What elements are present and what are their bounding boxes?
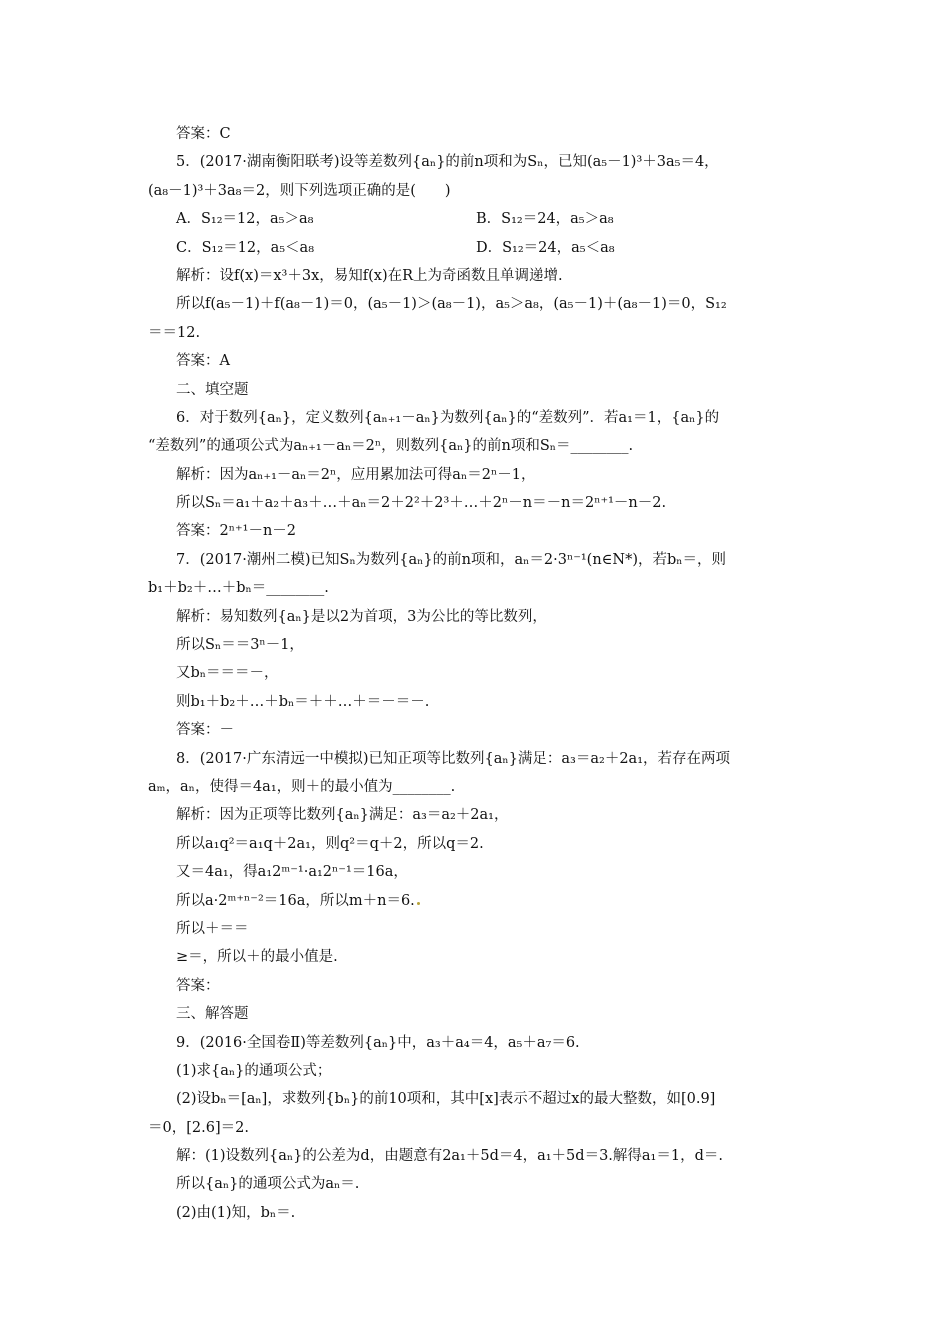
q7-stem-line-1: 7．(2017·潮州二模)已知Sₙ为数列{aₙ}的前n项和，aₙ＝2·3ⁿ⁻¹(n∈N*)，若bₙ＝，则 <box>176 551 727 568</box>
q9-part-2-line-1: (2)设bₙ＝[aₙ]，求数列{bₙ}的前10项和，其中[x]表示不超过x的最大整数，如[0.9] <box>176 1091 716 1108</box>
q7-solution-line-3: 又bₙ＝＝＝－， <box>176 665 279 682</box>
q6-answer: 答案：2ⁿ⁺¹－n－2 <box>176 523 297 540</box>
q9-stem-line-1: 9．(2016·全国卷Ⅱ)等差数列{aₙ}中，a₃＋a₄＝4，a₅＋a₇＝6. <box>176 1034 580 1051</box>
q8-solution-line-5: 所以＋＝＝ <box>176 920 249 937</box>
q8-stem-line-1: 8．(2017·广东清远一中模拟)已知正项等比数列{aₙ}满足：a₃＝a₂＋2a₁，若存在两项 <box>176 750 731 767</box>
q7-answer: 答案：－ <box>176 722 234 739</box>
q7-solution-line-4: 则b₁＋b₂＋…＋bₙ＝＋＋…＋＝－＝－. <box>176 693 430 710</box>
q7-solution-line-1: 解析：易知数列{aₙ}是以2为首项，3为公比的等比数列， <box>176 608 547 625</box>
q5-option-c: C．S₁₂＝12，a₅＜a₈ <box>176 239 315 256</box>
q8-answer: 答案： <box>176 977 220 994</box>
q6-solution-line-1: 解析：因为aₙ₊₁－aₙ＝2ⁿ，应用累加法可得aₙ＝2ⁿ－1， <box>176 466 536 483</box>
q5-answer: 答案：A <box>176 353 230 370</box>
q6-stem-line-2: “差数列”的通项公式为aₙ₊₁－aₙ＝2ⁿ，则数列{aₙ}的前n项和Sₙ＝________. <box>148 438 634 455</box>
page-content <box>148 120 808 1227</box>
q7-solution-line-2: 所以Sₙ＝＝3ⁿ－1， <box>176 637 304 654</box>
q9-part-2-line-2: ＝0，[2.6]＝2. <box>148 1119 249 1136</box>
q9-solution-line-1: 解：(1)设数列{aₙ}的公差为d，由题意有2a₁＋5d＝4，a₁＋5d＝3.解得a₁＝1，d＝. <box>176 1148 723 1165</box>
answer-4: 答案：C <box>176 126 231 142</box>
q5-stem-line-1: 5．(2017·湖南衡阳联考)设等差数列{aₙ}的前n项和为Sₙ，已知(a₅－1)³＋3a₅＝4， <box>176 154 719 171</box>
q5-option-b: B．S₁₂＝24，a₅＞a₈ <box>476 211 614 228</box>
q5-options-row-1 <box>148 205 808 233</box>
q6-solution-line-2: 所以Sₙ＝a₁＋a₂＋a₃＋…＋aₙ＝2＋2²＋2³＋…＋2ⁿ－n＝－n＝2ⁿ⁺¹－n－2. <box>176 495 667 512</box>
q9-solution-line-2: 所以{aₙ}的通项公式为aₙ＝. <box>176 1176 360 1193</box>
q9-solution-line-3: (2)由(1)知，bₙ＝. <box>176 1204 296 1221</box>
q5-solution-line-3: ＝＝12. <box>148 324 201 341</box>
q7-stem-line-2: b₁＋b₂＋…＋bₙ＝________. <box>148 580 329 597</box>
q5-solution-line-1: 解析：设f(x)＝x³＋3x，易知f(x)在R上为奇函数且单调递增. <box>176 267 563 284</box>
q8-solution-line-2: 所以a₁q²＝a₁q＋2a₁，则q²＝q＋2，所以q＝2. <box>176 835 484 852</box>
q5-option-a: A．S₁₂＝12，a₅＞a₈ <box>176 211 314 228</box>
q8-stem-line-2: aₘ，aₙ，使得＝4a₁，则＋的最小值为________. <box>148 778 456 795</box>
q8-solution-line-3: 又＝4a₁，得a₁2ᵐ⁻¹·a₁2ⁿ⁻¹＝16a， <box>176 864 408 881</box>
q6-stem-line-1: 6．对于数列{aₙ}，定义数列{aₙ₊₁－aₙ}为数列{aₙ}的“差数列”．若a₁＝1，{aₙ}的 <box>176 409 720 426</box>
q8-solution-line-4 <box>148 887 808 915</box>
q5-solution-line-2: 所以f(a₅－1)＋f(a₈－1)＝0，(a₅－1)＞(a₈－1)，a₅＞a₈，(a₅－1)＋(a₈－1)＝0，S₁₂ <box>176 296 727 313</box>
q8-solution-line-4-text: 所以a·2ᵐ⁺ⁿ⁻²＝16a，所以m＋n＝6. <box>176 892 415 909</box>
q9-part-1: (1)求{aₙ}的通项公式； <box>176 1062 332 1079</box>
q5-option-d: D．S₁₂＝24，a₅＜a₈ <box>476 239 615 256</box>
q5-options-row-2 <box>148 234 808 262</box>
section-solve-heading: 三、解答题 <box>176 1006 249 1023</box>
q8-solution-line-6: ≥＝，所以＋的最小值是. <box>176 949 338 966</box>
marker-dot <box>417 902 420 905</box>
q5-stem-line-2: (a₈－1)³＋3a₈＝2，则下列选项正确的是( ) <box>148 182 451 199</box>
q8-solution-line-1: 解析：因为正项等比数列{aₙ}满足：a₃＝a₂＋2a₁， <box>176 807 509 824</box>
section-fill-in-heading: 二、填空题 <box>176 381 249 398</box>
